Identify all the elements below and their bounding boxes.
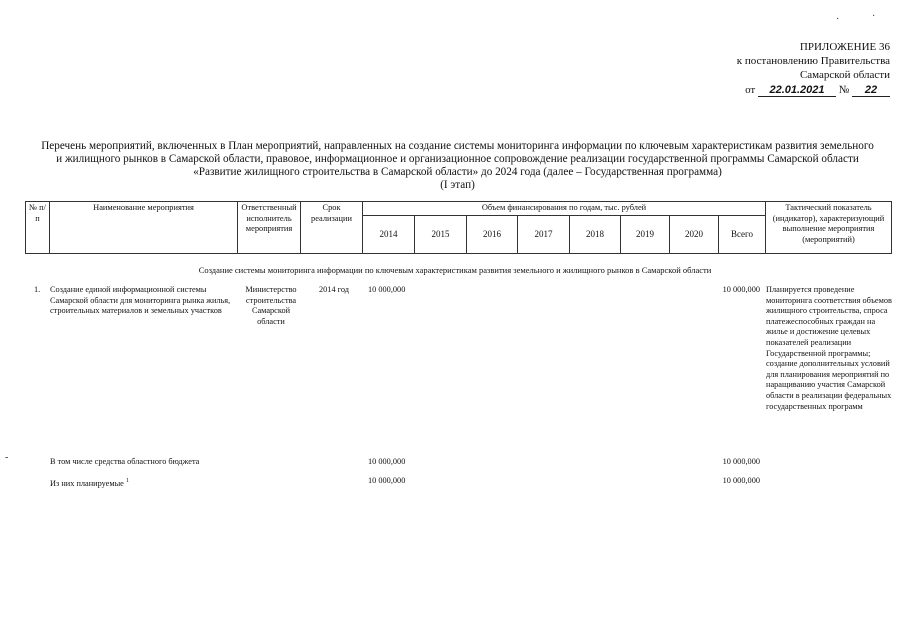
row1-indicator: Планируется проведение мониторинга соответствия объемов жилищного строительства, спроса платежеспособных граждан на жилье и достижение целевых показателей реализации Государственной программы; создание дополнительных условий для планирования мероприятий по наращиванию участия Самарской области в реализации федеральных государственных программ [766, 285, 892, 411]
section-title: Создание системы мониторинга информации по ключевым характеристикам развития земельного и жилищного рынков в Самарской области [198, 265, 712, 275]
budget-amount-2014: 10 000,000 [368, 457, 406, 466]
header-term: Срок реализации [301, 202, 363, 254]
header-year: 2016 [467, 215, 518, 253]
header-year: 2019 [621, 215, 670, 253]
row1-total: 10 000,000 [722, 285, 760, 294]
header-year: 2014 [363, 215, 415, 253]
scan-mark: · [872, 11, 876, 22]
document-title: Перечень мероприятий, включенных в План мероприятий, направленных на создание системы мониторинга информации по ключевым характеристикам развития земельного и жилищного рынков в Самарской области, правовое, информационное и организационное сопровождение реализации государственной программы Самарской области «Развитие жилищного строительства в Самарской области» до 2024 года (далее – Государственная программа) (I этап) [41, 140, 874, 191]
scan-mark: - [5, 452, 9, 463]
row1-name: Создание единой информационной системы Самарской области для мониторинга рынка жилья, строительных материалов и земельных участков [50, 285, 231, 316]
appendix-title: ПРИЛОЖЕНИЕ 36 [799, 41, 890, 53]
header-year: 2015 [415, 215, 467, 253]
header-funding: Объем финансирования по годам, тыс. рублей [363, 202, 766, 216]
header-num: № п/п [26, 202, 50, 254]
header-year: 2017 [518, 215, 570, 253]
appendix-region: Самарской области [799, 69, 890, 82]
header-total: Всего [719, 215, 766, 253]
appendix-block [700, 40, 890, 97]
row1-amount-2014: 10 000,000 [368, 285, 406, 294]
header-year: 2018 [570, 215, 621, 253]
row1-num: 1. [34, 285, 41, 294]
planned-total: 10 000,000 [722, 476, 760, 485]
planned-footnote: 1 [125, 478, 129, 484]
appendix-date: 22.01.2021 [758, 84, 836, 97]
planned-label: Из них планируемые $^1$ [50, 478, 129, 488]
appendix-decree: к постановлению Правительства [736, 55, 890, 68]
header-indicator: Тактический показатель (индикатор), характеризующий выполнение мероприятия (мероприятий) [766, 202, 892, 254]
row1-term: 2014 год [319, 285, 349, 294]
row1-executor: Министерство строительства Самарской области [245, 285, 297, 326]
budget-label: В том числе средства областного бюджета [50, 457, 200, 466]
planned-amount-2014: 10 000,000 [368, 476, 406, 485]
appendix-date-line: от 22.01.2021 № 22 [700, 83, 890, 97]
appendix-number: 22 [852, 84, 890, 97]
header-executor: Ответственный исполнитель мероприятия [238, 202, 301, 254]
budget-total: 10 000,000 [722, 457, 760, 466]
scan-mark: · [836, 14, 840, 25]
header-year: 2020 [670, 215, 719, 253]
funding-table-header [25, 201, 892, 254]
header-name: Наименование мероприятия [50, 202, 238, 254]
